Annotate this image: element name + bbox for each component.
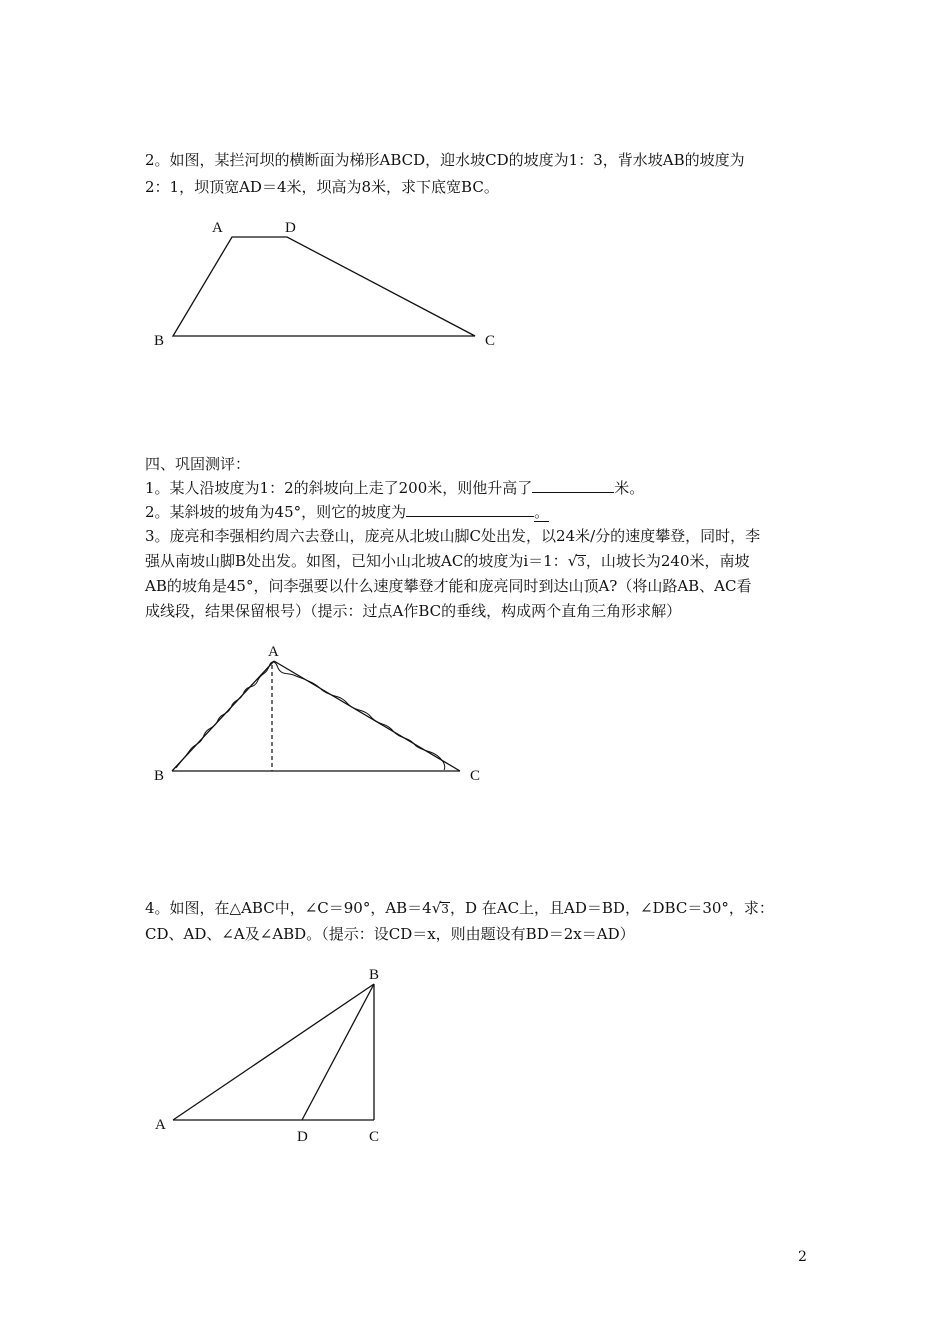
problem-3-line-4: 成线段，结果保留根号）（提示：过点A作BC的垂线，构成两个直角三角形求解） [145, 602, 682, 620]
trapezoid-shape [173, 237, 475, 336]
label-d: D [297, 1129, 308, 1145]
mountain-figure [154, 644, 480, 784]
mountain-outline [176, 662, 445, 770]
problem-3-text-b: ，山坡长为240米，南坡 [585, 552, 750, 570]
radical-sign: √ [431, 899, 442, 917]
label-c: C [470, 768, 481, 784]
section-heading: 四、巩固测评： [145, 455, 251, 473]
problem-2-text: 2。某斜坡的坡角为45°，则它的坡度为 [145, 503, 407, 521]
problem-3-text-a: 强从南坡山脚B处出发。如图，已知小山北坡AC的坡度为i＝1： [145, 552, 568, 570]
page-number: 2 [798, 1249, 807, 1265]
label-a: A [268, 644, 279, 660]
q4-line-2: CD、AD、∠A及∠ABD。（提示：设CD＝x，则由题设有BD＝2x＝AD） [145, 925, 635, 943]
side-ab [173, 984, 374, 1120]
right-triangle-figure [155, 967, 379, 1145]
label-d: D [285, 220, 296, 236]
label-b: B [154, 333, 165, 349]
slope-ac [274, 661, 460, 771]
label-c: C [485, 333, 496, 349]
sqrt-operand: 3 [441, 902, 449, 916]
label-a: A [155, 1117, 166, 1133]
label-b: B [369, 967, 380, 983]
radical-sign: √ [567, 552, 578, 570]
label-b: B [154, 768, 165, 784]
label-a: A [212, 220, 223, 236]
trapezoid-figure [154, 220, 495, 349]
problem-1-unit: 米。 [614, 479, 645, 497]
sqrt-operand: 3 [577, 555, 585, 569]
q4-text-b: ，D 在AC上，且AD＝BD，∠DBC＝30°，求： [449, 899, 774, 917]
problem-3-line-3: AB的坡角是45°，问李强要以什么速度攀登才能和庞亮同时到达山顶A?（将山路AB、AC看 [145, 577, 752, 595]
q2-line-1: 2。如图，某拦河坝的横断面为梯形ABCD，迎水坡CD的坡度为1：3，背水坡AB的坡度为 [145, 151, 745, 169]
label-c: C [369, 1129, 380, 1145]
q2-line-2: 2：1，坝顶宽AD＝4米，坝高为8米，求下底宽BC。 [145, 178, 499, 196]
problem-1-text: 1。某人沿坡度为1：2的斜坡向上走了200米，则他升高了 [145, 479, 533, 497]
segment-bd [302, 984, 374, 1120]
problem-3-line-1: 3。庞亮和李强相约周六去登山，庞亮从北坡山脚C处出发，以24米/分的速度攀登，同时，李 [145, 527, 761, 545]
q4-text-a: 4。如图，在△ABC中，∠C＝90°，AB＝4 [145, 899, 432, 917]
problem-2-end: 。 [534, 503, 550, 521]
